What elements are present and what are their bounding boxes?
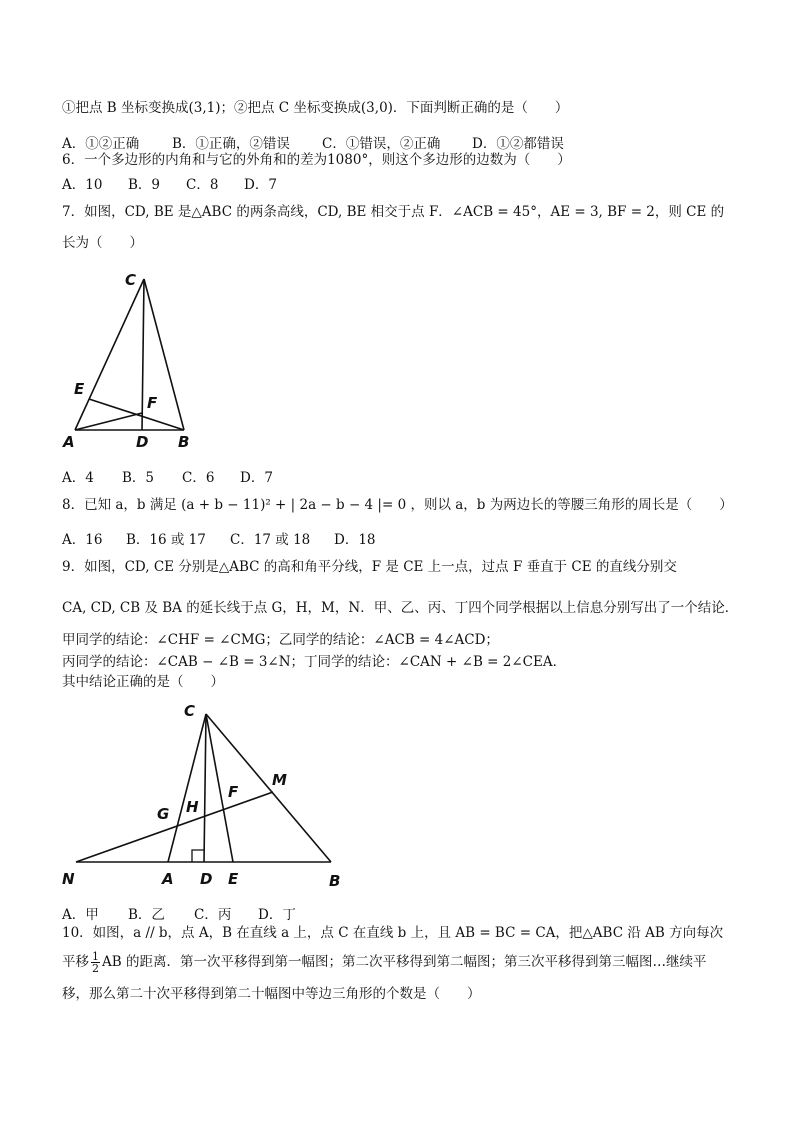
q10-stem-line2 xyxy=(62,944,706,980)
q5-options xyxy=(62,132,564,152)
q9-conclusion-1: 甲同学的结论：∠CHF = ∠CMG；乙同学的结论：∠ACB = 4∠ACD； xyxy=(62,632,499,648)
q9-option-d: D．丁 xyxy=(258,907,296,923)
q7-label-a: A xyxy=(63,433,75,451)
q9-ask: 其中结论正确的是（ ） xyxy=(62,674,224,690)
q7-stem-line1: 7．如图，CD, BE 是△ABC 的两条高线，CD, BE 相交于点 F．∠ACB = 45°，AE = 3, BF = 2，则 CE 的 xyxy=(62,204,725,220)
q7-label-b: B xyxy=(178,433,190,451)
q9-option-c: C．丙 xyxy=(194,907,232,923)
q10-fraction-num: 1 xyxy=(92,950,99,963)
q8-option-c: C．17 或 18 xyxy=(230,532,311,548)
q6-option-a: A．10 xyxy=(62,177,103,193)
q7-label-e: E xyxy=(74,380,85,398)
q7-figure xyxy=(60,266,210,456)
q10-line2-pre: 平移 xyxy=(62,954,89,970)
q6-option-b: B．9 xyxy=(128,177,161,193)
q10-stem-line1: 10．如图，a // b，点 A，B 在直线 a 上，点 C 在直线 b 上，且 AB = BC = CA，把△ABC 沿 AB 方向每次 xyxy=(62,925,724,941)
q7-option-a: A．4 xyxy=(62,470,94,486)
q10-fraction xyxy=(91,951,100,974)
q10-fraction-den: 2 xyxy=(92,962,99,975)
q9-label-d: D xyxy=(200,870,213,888)
q5-option-d: D．①②都错误 xyxy=(472,136,564,152)
q9-conclusion-2: 丙同学的结论：∠CAB − ∠B = 3∠N；丁同学的结论：∠CAN + ∠B = 2∠CEA． xyxy=(62,654,567,670)
q9-option-b: B．乙 xyxy=(128,907,165,923)
q6-options xyxy=(62,173,277,193)
q7-option-d: D．7 xyxy=(240,470,273,486)
q8-option-d: D．18 xyxy=(334,532,376,548)
q9-stem-line1: 9．如图，CD, CE 分别是△ABC 的高和角平分线，F 是 CE 上一点，过点 F 垂直于 CE 的直线分别交 xyxy=(62,559,677,575)
q9-label-b: B xyxy=(329,872,341,890)
q7-label-f: F xyxy=(147,394,158,412)
q6-option-d: D．7 xyxy=(244,177,277,193)
q9-label-m: M xyxy=(272,771,287,789)
q5-option-b: B．①正确，②错误 xyxy=(172,136,290,152)
q7-option-b: B．5 xyxy=(122,470,155,486)
q9-label-c: C xyxy=(184,702,196,720)
q8-option-a: A．16 xyxy=(62,532,103,548)
q7-stem-line2: 长为（ ） xyxy=(62,235,143,251)
q8-stem: 8．已知 a，b 满足 (a + b − 11)² + | 2a − b − 4 |= 0 ，则以 a，b 为两边长的等腰三角形的周长是（ ） xyxy=(62,497,733,513)
q9-label-g: G xyxy=(157,805,170,823)
q7-label-c: C xyxy=(125,271,137,289)
q9-figure xyxy=(58,698,358,894)
q9-label-n: N xyxy=(62,870,75,888)
q7-options xyxy=(62,466,273,486)
q9-seg-nm xyxy=(76,792,273,862)
q9-seg-cd xyxy=(204,714,206,862)
q7-seg-af xyxy=(75,413,142,430)
q7-seg-ca xyxy=(75,279,144,430)
q9-seg-cb xyxy=(206,714,331,862)
q6-stem: 6．一个多边形的内角和与它的外角和的差为1080°，则这个多边形的边数为（ ） xyxy=(62,152,571,168)
q5-option-c: C．①错误，②正确 xyxy=(322,136,441,152)
q10-line2-post: AB 的距离．第一次平移得到第一幅图；第二次平移得到第二幅图；第三次平移得到第三幅图…继续平 xyxy=(102,954,707,970)
q9-seg-ca xyxy=(168,714,206,862)
q9-right-angle-mark xyxy=(192,850,204,862)
q9-options xyxy=(62,903,296,923)
q8-option-b: B．16 或 17 xyxy=(126,532,206,548)
q9-label-a: A xyxy=(162,870,174,888)
q9-label-e: E xyxy=(228,870,239,888)
q5-option-a: A．①②正确 xyxy=(62,136,140,152)
q5-stem: ①把点 B 坐标变换成(3,1)；②把点 C 坐标变换成(3,0)．下面判断正确的是（ ） xyxy=(62,100,569,116)
q9-label-h: H xyxy=(186,798,199,816)
q7-option-c: C．6 xyxy=(182,470,215,486)
q9-label-f: F xyxy=(228,783,239,801)
q7-seg-cd xyxy=(142,279,144,430)
q6-option-c: C．8 xyxy=(186,177,219,193)
q9-stem-line2: CA, CD, CB 及 BA 的延长线于点 G，H，M，N．甲、乙、丙、丁四个同学根据以上信息分别写出了一个结论． xyxy=(62,600,739,616)
q7-label-d: D xyxy=(136,433,149,451)
q8-options xyxy=(62,528,376,548)
q10-stem-line3: 移，那么第二十次平移得到第二十幅图中等边三角形的个数是（ ） xyxy=(62,986,481,1002)
q9-option-a: A．甲 xyxy=(62,907,99,923)
